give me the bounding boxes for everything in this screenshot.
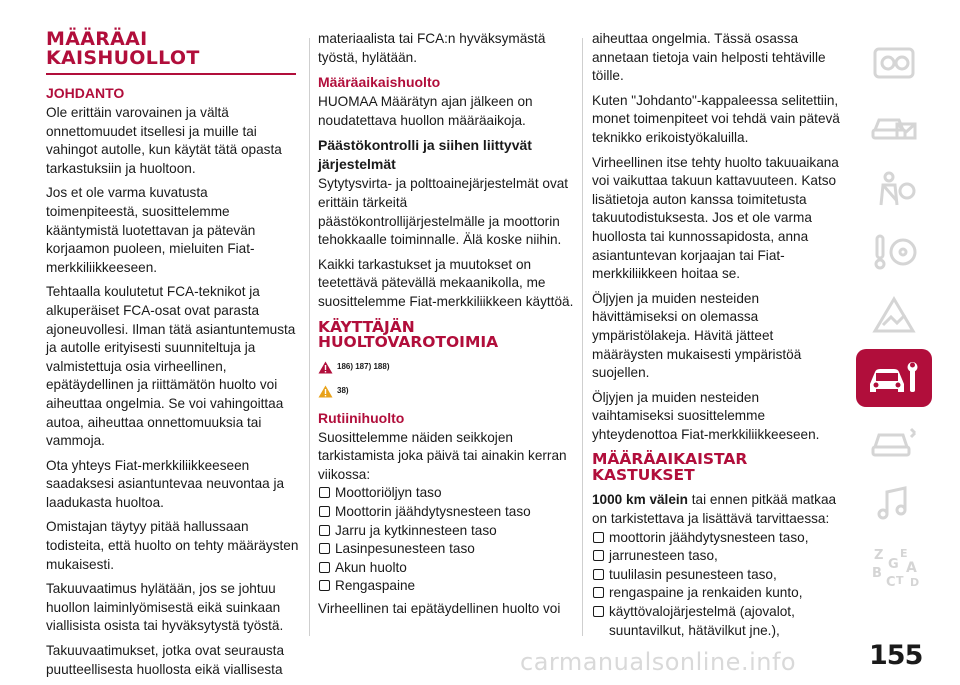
column-2 [318, 30, 574, 618]
tab-maintenance[interactable] [856, 349, 932, 407]
list-item: moottorin jäähdytysnesteen taso, [592, 529, 842, 548]
svg-text:E: E [900, 547, 908, 560]
page-number: 155 [869, 640, 923, 671]
heading-rule [46, 73, 296, 75]
checkbox-icon [319, 525, 330, 536]
tab-technical-data[interactable] [856, 412, 932, 470]
checkbox-icon [319, 543, 330, 554]
intro-title: JOHDANTO [46, 85, 125, 101]
tab-car-info[interactable] [856, 97, 932, 155]
svg-text:C: C [886, 575, 896, 590]
routine-checklist [318, 484, 574, 596]
paragraph: Omistajan täytyy pitää hallussaan todisteita, että huolto on tehty määräysten mukaisesti. [46, 519, 299, 572]
list-item: tuulilasin pesunesteen taso, [592, 566, 842, 585]
list-item: Moottoriöljyn taso [318, 484, 574, 503]
tab-index[interactable] [856, 538, 932, 596]
alphabet-index-icon [866, 544, 922, 590]
checkbox-icon [319, 562, 330, 573]
paragraph: Tehtaalla koulutetut FCA-teknikot ja alkuperäiset FCA-osat ovat parasta ajoneuvollesi. Ilman tätä asiantuntemusta ja autolle erityisesti suunniteltuja ja valmistettuja osia virheellinen, epätäydellinen ja riittämätön huolto voi aiheuttaa ongelmia. Se voi vahingoittaa autoa, aiheuttaa onnettomuuksia tai vammoja. [46, 284, 296, 449]
paragraph: aiheuttaa ongelmia. Tässä osassa annetaan tietoja vain helposti tehtäville töille. [592, 31, 826, 84]
svg-text:D: D [910, 576, 920, 589]
caution-triangle-icon [318, 385, 333, 398]
column-divider [309, 38, 310, 636]
car-wrench-icon [866, 358, 922, 398]
paragraph: Ota yhteys Fiat-merkkiliikkeeseen saadaksesi asiantuntevaa neuvontaa ja laadukasta huoltoa. [46, 457, 285, 510]
dashboard-icon [869, 43, 919, 83]
seatbelt-airbag-icon [869, 169, 919, 209]
list-item: rengaspaine ja renkaiden kunto, [592, 584, 842, 603]
chapter-tabs [856, 34, 932, 601]
paragraph: Kuten "Johdanto"-kappaleessa selitettiin, monet toimenpiteet voi tehdä vain pätevä teknikko erikoistyökaluilla. [592, 92, 840, 145]
scheduled-checks-heading: MÄÄRÄAIKAISTAR KASTUKSET [592, 450, 748, 484]
list-item: Jarru ja kytkinnesteen taso [318, 522, 574, 541]
paragraph: Öljyjen ja muiden nesteiden vaihtamiseksi suosittelemme yhteydenottoa Fiat-merkkiliikkeeseen. [592, 389, 820, 442]
warning-reference: 186) 187) 188) [318, 359, 574, 377]
paragraph: Kaikki tarkastukset ja muutokset on teetettävä pätevällä mekaanikolla, me suosittelemme Fiat-merkkiliikkeen käyttöä. [318, 256, 574, 309]
paragraph: HUOMAA Määrätyn ajan jälkeen on noudatettava huollon määräaikoja. [318, 94, 533, 128]
emission-title: Päästökontrolli ja siihen liittyvät järjestelmät [318, 137, 532, 173]
list-item: Akun huolto [318, 559, 574, 578]
watermark: carmanualsonline.info [520, 648, 797, 676]
paragraph: Öljyjen ja muiden nesteiden hävittämiseksi on olemassa ympäristölakeja. Hävitä jätteet määräysten mukaisesti ympäristöä suojellen. [592, 290, 802, 381]
paragraph: Jos et ole varma kuvatusta toimenpiteestä, suosittelemme kääntymistä luotettavan ja pätevän korjaamon puoleen, mieluiten Fiat-merkkiliikkeeseen. [46, 185, 256, 275]
tab-emergency[interactable] [856, 286, 932, 344]
svg-text:A: A [906, 560, 917, 576]
tab-safety[interactable] [856, 160, 932, 218]
column-1 [46, 30, 300, 685]
column-divider [582, 38, 583, 636]
paragraph: Virheellinen itse tehty huolto takuuaikana voi vaikuttaa takuun kattavuuteen. Katso lisätietoja auton kanssa toimitetusta takuutodistuksesta. Jos et ole varma huollosta tai kunnossapidosta, anna asiantuntevan korjaajan tai Fiat-merkkiliikkeen hoitaa se. [592, 154, 839, 282]
caution-reference: 38) [318, 383, 574, 401]
routine-title: Rutiinihuolto [318, 409, 405, 426]
list-item: jarrunesteen taso, [592, 547, 842, 566]
paragraph: 1000 km välein tai ennen pitkää matkaa on tarkistettava ja lisättävä tarvittaessa: [592, 492, 837, 527]
checkbox-icon [593, 569, 604, 580]
tab-multimedia[interactable] [856, 475, 932, 533]
car-specs-icon [869, 421, 919, 461]
column-3 [592, 30, 842, 640]
warning-triangle-icon [869, 295, 919, 335]
svg-text:T: T [896, 574, 904, 587]
maintenance-title: Määräaikaishuolto [318, 74, 441, 91]
tab-starting-driving[interactable] [856, 223, 932, 281]
user-precautions-heading: KÄYTTÄJÄN HUOLTOVAROTOIMIA [318, 317, 499, 352]
list-item: käyttövalojärjestelmä (ajovalot, suuntavilkut, hätävilkut jne.), [592, 603, 842, 640]
media-icon [869, 484, 919, 524]
checkbox-icon [319, 506, 330, 517]
warning-triangle-icon [318, 361, 333, 374]
svg-text:Z: Z [874, 548, 884, 563]
paragraph: Takuuvaatimukset, jotka ovat seurausta puutteellisesta huollosta eikä viallisesta [46, 643, 285, 677]
car-envelope-icon [869, 106, 919, 146]
paragraph: Takuuvaatimus hylätään, jos se johtuu huollon laiminlyömisestä eikä suinkaan viallisista osista tai hyväksytystä työstä. [46, 581, 284, 634]
checkbox-icon [593, 550, 604, 561]
checkbox-icon [319, 487, 330, 498]
svg-text:B: B [872, 566, 882, 581]
list-item: Lasinpesunesteen taso [318, 540, 574, 559]
svg-text:G: G [888, 557, 899, 572]
paragraph: materiaalista tai FCA:n hyväksymästä työstä, hylätään. [318, 31, 546, 65]
checkbox-icon [593, 606, 604, 617]
scheduled-checklist [592, 529, 842, 641]
paragraph: Sytytysvirta- ja polttoainejärjestelmät ovat erittäin tärkeitä päästökontrollijärjestelmälle ja moottorin tehokkaalle toiminnalle. Älä koske niihin. [318, 176, 569, 248]
key-steering-wheel-icon [869, 232, 919, 272]
list-item: Rengaspaine [318, 577, 574, 596]
tab-dashboard[interactable] [856, 34, 932, 92]
paragraph: Ole erittäin varovainen ja vältä onnettomuudet itsellesi ja muille tai vahingot autolle, kun käytät tätä opasta tarkastuksiin ja huoltoon. [46, 105, 282, 176]
checkbox-icon [319, 580, 330, 591]
paragraph: Suosittelemme näiden seikkojen tarkistamista joka päivä tai ainakin kerran viikossa: [318, 429, 567, 482]
list-item: Moottorin jäähdytysnesteen taso [318, 503, 574, 522]
paragraph: Virheellinen tai epätäydellinen huolto voi [318, 600, 561, 616]
checkbox-icon [593, 587, 604, 598]
checkbox-icon [593, 532, 604, 543]
chapter-heading: MÄÄRÄAI KAISHUOLLOT [46, 28, 200, 69]
